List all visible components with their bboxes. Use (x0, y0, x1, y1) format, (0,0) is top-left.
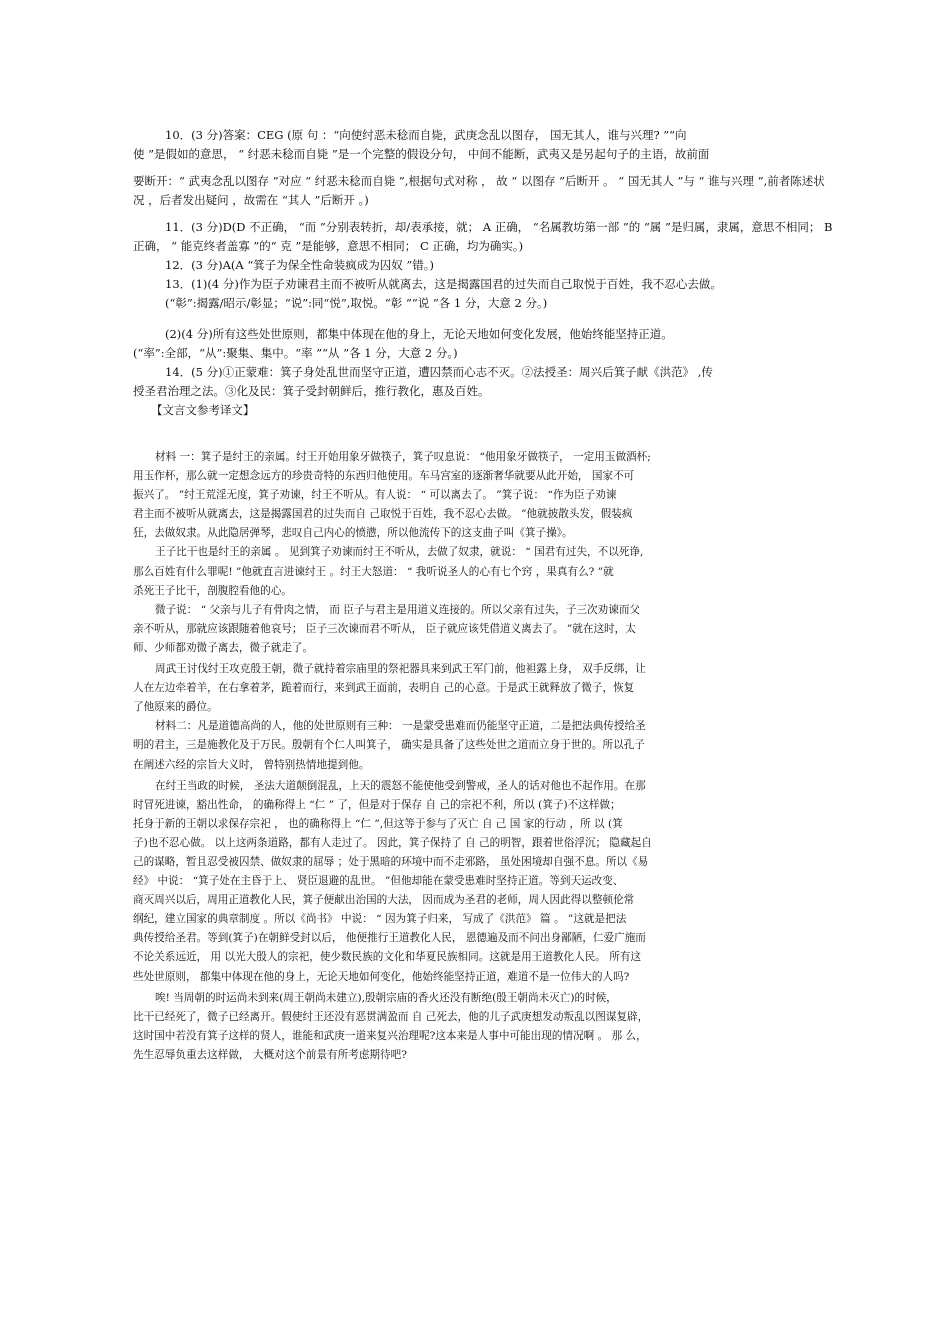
translation-heading: 【文言文参考译文】 (151, 403, 255, 417)
translation-line: 明的君主，三是施教化及于万民。殷朝有个仁人叫箕子， 确实是具备了这些处世之道而立身于世的。所以孔子 (133, 739, 645, 752)
translation-line: 那么百姓有什么罪呢! ”他就直言进谏纣王 。纣王大怒道： “ 我听说圣人的心有七个窍 ，果真有么? ”就 (133, 565, 614, 578)
translation-para-5 (133, 717, 833, 774)
answer-11: 11．(3 分)D(D 不正确， “而 ”分别表转折，却/表承接，就； A 正确， “名属教坊第一部 ”的 “属 ”是归属，隶属，意思不相同； B 正确， “ 能克终者盖寡 ”的“ 克 ”是能够，意思不相同； C 正确，均为确实。) (133, 220, 833, 253)
answer-section (133, 126, 833, 420)
translation-para-2 (133, 543, 833, 600)
translation-line: 亲不听从，那就应该跟随着他哀号； 臣子三次谏而君不听从， 臣子就应该凭借道义离去了。 ”就在这时，太 (133, 622, 636, 635)
translation-line: 振兴了。 ”纣王荒淫无度，箕子劝谏，纣王不听从。有人说： “ 可以离去了。 ”箕子说： “作为臣子劝谏 (133, 489, 617, 502)
answer-13-2 (133, 325, 833, 363)
translation-line: 典传授给圣君。等到(箕子)在朝鲜受封以后， 他便推行王道教化人民， 恩德遍及而不问出身鄙陋，仁爱广施而 (133, 932, 646, 945)
answer-10-line-2: 使 ”是假如的意思， “ 纣恶未稔而自毙 ”是一个完整的假设分句， 中间不能断，武夷又是另起句子的主语，故前面 (133, 147, 710, 161)
translation-para-1 (133, 448, 833, 543)
answer-13-1-note: (“彰”:揭露/昭示/彰显；“说”:同“悦”,取悦。“彰 ”“说 ”各 1 分，大意 2 分。) (165, 296, 548, 310)
answer-14-line-2: 授圣君治理之法。③化及民：箕子受封朝鲜后，推行教化，惠及百姓。 (133, 384, 490, 398)
translation-para-4 (133, 660, 833, 717)
translation-line: 君主而不被听从就离去，这是揭露国君的过失而自 己取悦于百姓，我不忍心去做。 ”他就披散头发，假装疯 (133, 508, 633, 521)
translation-line: 些处世原则， 都集中体现在他的身上，无论天地如何变化，他始终能坚持正道，难道不是一位伟大的人吗? (133, 970, 630, 983)
translation-para-6 (133, 777, 833, 987)
translation-para-7 (133, 989, 833, 1065)
answer-13-1-text: 13．(1)(4 分)作为臣子劝谏君主而不被听从就离去，这是揭露国君的过失而自己取悦于百姓，我不忍心去做。 (165, 277, 722, 291)
translation-line: 周武王讨伐纣王攻克殷王朝，微子就持着宗庙里的祭祀器具来到武王军门前，他袒露上身， 双手反绑，让 (155, 663, 646, 676)
answer-10-line-1: 10．(3 分)答案：CEG (原 句 ：“向使纣恶未稔而自毙，武庚念乱以图存， 国无其人，谁与兴理? ”“向 (165, 128, 687, 142)
answer-14 (133, 363, 833, 401)
translation-line: 先生忍辱负重去这样做， 大概对这个前景有所考虑期待吧? (133, 1048, 407, 1061)
translation-line: 纲纪，建立国家的典章制度 。所以《尚书》 中说： “ 因为箕子归来， 写成了《洪范》 篇 。 ”这就是把法 (133, 913, 627, 926)
translation-section (133, 448, 833, 1065)
translation-line: 微子说： “ 父亲与儿子有骨肉之情， 而 臣子与君主是用道义连接的。所以父亲有过失，子三次劝谏而父 (155, 603, 641, 616)
translation-line: 用玉作杯，那么就一定想念远方的珍贵奇特的东西归他使用。车马宫室的逐渐奢华就要从此开始， 国家不可 (133, 470, 635, 483)
translation-line: 人在左边牵着羊，在右拿着茅，跪着而行，来到武王面前，表明自 己的心意。于是武王就释放了微子，恢复 (133, 682, 635, 695)
translation-line: 时冒死进谏，豁出性命， 的确称得上 “仁 ” 了，但是对于保存 自 己的宗祀不利，所以 (箕子)不这样做； (133, 798, 621, 811)
answer-13-1 (133, 275, 833, 313)
translation-line: 子)也不忍心做。 以上这两条道路，都有人走过了。 因此，箕子保持了 自 己的明智，跟着世俗浮沉； 隐藏起自 (133, 836, 652, 849)
translation-line: 狂，去做奴隶。从此隐居弹琴，悲叹自己内心的愤懑，所以他流传下的这支曲子叫《箕子操》。 (133, 527, 573, 540)
translation-line: 王子比干也是纣王的亲属 。 见到箕子劝谏而纣王不听从，去做了奴隶，就说： “ 国君有过失，不以死诤, (155, 546, 644, 559)
translation-line: 师、少师都劝微子离去，微子就走了。 (133, 641, 314, 654)
answer-10-line-3: 要断开：“ 武夷念乱以图存 ”对应 “ 纣恶未稔而自毙 ”,根据句式对称 ， 故 “ 以图存 ”后断开 。 “ 国无其人 ”与 “ 谁与兴理 ”,前者陈述状况 ，后者发出疑问 ，故需在 “其人 ”后断开 。) (133, 174, 825, 207)
translation-line: 在纣王当政的时候， 圣法大道颠倒混乱，上天的震怒不能使他受到警戒，圣人的话对他也不起作用。在那 (155, 779, 646, 792)
answer-10 (133, 126, 833, 210)
translation-line: 材料 一：箕子是纣王的亲属。纣王开始用象牙做筷子，箕子叹息说： “他用象牙做筷子， 一定用玉做酒杯; (155, 451, 651, 463)
translation-line: 托身于新的王朝以求保存宗祀 ， 也的确称得上 “仁 ”,但这等于参与了灭亡 自 己 国 家的行动 ，所 以 (箕 (133, 817, 623, 830)
translation-line: 商灭周兴以后，周用正道教化人民，箕子便献出治国的大法， 因而成为圣君的老师，周人因此得以整顿伦常 (133, 894, 635, 907)
answer-12: 12．(3 分)A(A “箕子为保全性命装疯成为囚奴 ”错。) (165, 258, 434, 272)
translation-line: 杀死王子比干，剖腹腔看他的心。 (133, 584, 292, 597)
translation-line: 唉! 当周朝的时运尚未到来(周王朝尚未建立),殷朝宗庙的香火还没有断绝(殷王朝尚未灭亡)的时候， (155, 991, 617, 1004)
translation-line: 在阐述六经的宗旨大义时， 曾特别热情地提到他。 (133, 758, 370, 771)
translation-para-3 (133, 601, 833, 658)
answer-13-2-note: (“率”:全部，“从”:聚集、集中。“率 ”“从 ”各 1 分，大意 2 分。) (133, 346, 458, 360)
translation-line: 比干已经死了，微子已经离开。假使纣王还没有恶贯满盈而 自 己死去，他的儿子武庚想发动叛乱以图谋复辟， (133, 1010, 649, 1023)
translation-line: 材料二：凡是道德高尚的人，他的处世原则有三种： 一是蒙受患难而仍能坚守正道，二是把法典传授给圣 (155, 720, 646, 733)
translation-line: 了他原来的爵位。 (133, 701, 218, 714)
translation-line: 这时国中若没有箕子这样的贤人，谁能和武庚一道来复兴治理呢?这本来是人事中可能出现的情况啊 。 那 么， (133, 1029, 647, 1042)
translation-line: 不论关系远近， 用 以光大殷人的宗祀，使少数民族的文化和华夏民族相同。这就是用王道教化人民。 所有这 (133, 951, 642, 964)
translation-line: 经》 中说： “箕子处在主昏于上、 贤臣退避的乱世。 ”但他却能在蒙受患难时坚持正道。等到天运改变、 (133, 875, 624, 888)
answer-14-line-1: 14．(5 分)①正蒙难：箕子身处乱世而坚守正道，遭囚禁而心志不灭。②法授圣：周兴后箕子献《洪范》 ,传 (165, 365, 713, 379)
translation-line: 己的谋略，暂且忍受被囚禁、做奴隶的屈辱 ；处于黑暗的环境中而不走邪路， 虽处困境却自强不息。所以《易 (133, 855, 649, 868)
answer-13-2-text: (2)(4 分)所有这些处世原则，都集中体现在他的身上，无论天地如何变化发展，他始终能坚持正道。 (165, 327, 673, 341)
